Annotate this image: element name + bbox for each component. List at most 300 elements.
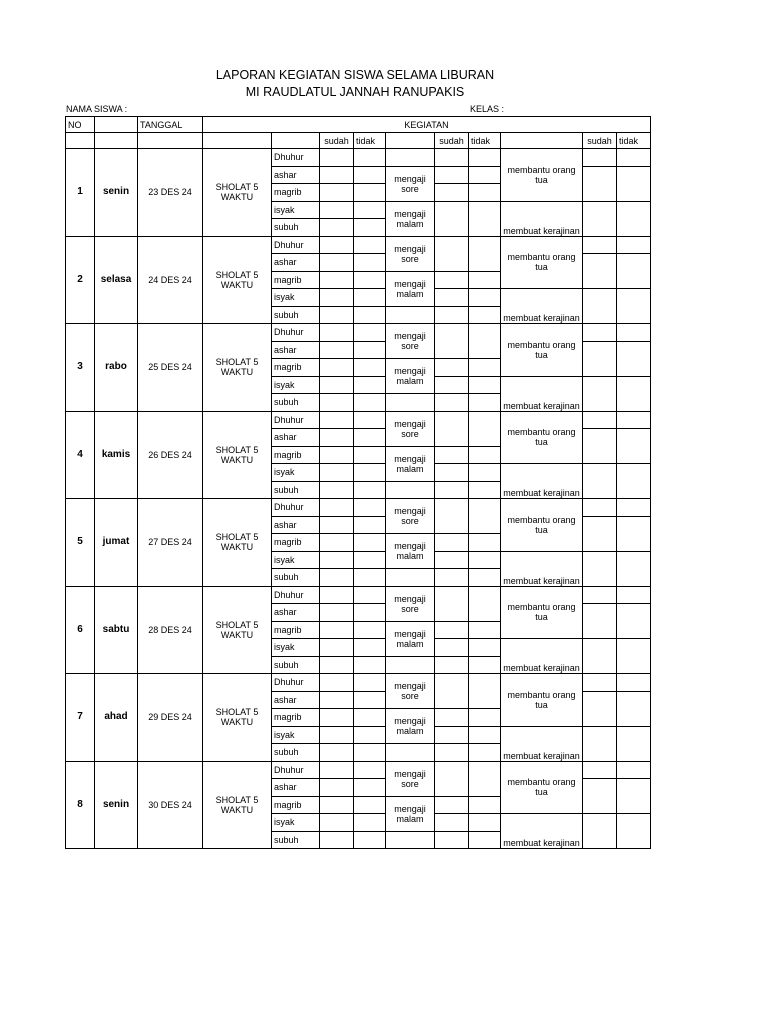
mengaji-malam-tidak-checkbox[interactable] bbox=[469, 621, 501, 639]
mengaji-malam-sudah-checkbox[interactable] bbox=[435, 814, 469, 832]
empty-tidak-checkbox[interactable] bbox=[469, 394, 501, 412]
membantu-tidak-checkbox[interactable] bbox=[617, 709, 651, 727]
sholat-sudah-checkbox[interactable] bbox=[320, 551, 354, 569]
prayer-name: magrib bbox=[272, 709, 320, 727]
header-sudah: sudah bbox=[435, 133, 469, 149]
empty-sudah-checkbox[interactable] bbox=[435, 306, 469, 324]
sholat-tidak-checkbox[interactable] bbox=[354, 149, 386, 167]
sholat-tidak-checkbox[interactable] bbox=[354, 201, 386, 219]
sholat-sudah-checkbox[interactable] bbox=[320, 744, 354, 762]
mengaji-sudah-checkbox[interactable] bbox=[435, 149, 469, 167]
sholat-tidak-checkbox[interactable] bbox=[354, 744, 386, 762]
kerajinan-label: membuat kerajinan bbox=[501, 726, 583, 761]
prayer-name: magrib bbox=[272, 796, 320, 814]
sholat-tidak-checkbox[interactable] bbox=[354, 814, 386, 832]
prayer-name: isyak bbox=[272, 289, 320, 307]
mengaji-malam-sudah-checkbox[interactable] bbox=[435, 534, 469, 552]
membantu-sudah-checkbox[interactable] bbox=[583, 761, 617, 779]
mengaji-malam-tidak-checkbox[interactable] bbox=[469, 289, 501, 307]
prayer-name: magrib bbox=[272, 184, 320, 202]
membantu-sudah-checkbox[interactable] bbox=[583, 411, 617, 429]
prayer-name: ashar bbox=[272, 166, 320, 184]
mengaji-malam-tidak-checkbox[interactable] bbox=[469, 464, 501, 482]
sholat-sudah-checkbox[interactable] bbox=[320, 569, 354, 587]
day-name: selasa bbox=[95, 236, 138, 324]
row-number: 4 bbox=[66, 411, 95, 499]
mengaji-sore-sudah-checkbox[interactable] bbox=[435, 254, 469, 272]
membantu-tidak-checkbox[interactable] bbox=[617, 499, 651, 517]
kerajinan-label: membuat kerajinan bbox=[501, 376, 583, 411]
kerajinan-tidak-checkbox[interactable] bbox=[617, 569, 651, 587]
mengaji-malam-label: mengaji malam bbox=[386, 621, 435, 656]
day-name: sabtu bbox=[95, 586, 138, 674]
sholat-sudah-checkbox[interactable] bbox=[320, 429, 354, 447]
mengaji-sore-sudah-checkbox[interactable] bbox=[435, 324, 469, 342]
prayer-name: Dhuhur bbox=[272, 674, 320, 692]
table-row bbox=[66, 586, 651, 604]
empty-sudah-checkbox[interactable] bbox=[435, 656, 469, 674]
sholat-sudah-checkbox[interactable] bbox=[320, 254, 354, 272]
kerajinan-tidak-checkbox[interactable] bbox=[617, 726, 651, 744]
kerajinan-tidak-checkbox[interactable] bbox=[617, 219, 651, 237]
kerajinan-sudah-checkbox[interactable] bbox=[583, 376, 617, 394]
prayer-name: Dhuhur bbox=[272, 499, 320, 517]
membantu-sudah-checkbox[interactable] bbox=[583, 446, 617, 464]
empty-tidak-checkbox[interactable] bbox=[469, 831, 501, 849]
sholat-label: SHOLAT 5 WAKTU bbox=[203, 761, 272, 849]
kerajinan-sudah-checkbox[interactable] bbox=[583, 744, 617, 762]
mengaji-sore-sudah-checkbox[interactable] bbox=[435, 516, 469, 534]
sholat-sudah-checkbox[interactable] bbox=[320, 639, 354, 657]
empty-sudah-checkbox[interactable] bbox=[435, 481, 469, 499]
sholat-label: SHOLAT 5 WAKTU bbox=[203, 236, 272, 324]
mengaji-sore-tidak-checkbox[interactable] bbox=[469, 324, 501, 342]
kerajinan-tidak-checkbox[interactable] bbox=[617, 289, 651, 307]
sholat-tidak-checkbox[interactable] bbox=[354, 289, 386, 307]
sholat-tidak-checkbox[interactable] bbox=[354, 674, 386, 692]
mengaji-sore-sudah-checkbox[interactable] bbox=[435, 586, 469, 604]
membantu-sudah-checkbox[interactable] bbox=[583, 184, 617, 202]
mengaji-malam-sudah-checkbox[interactable] bbox=[435, 464, 469, 482]
mengaji-malam-sudah-checkbox[interactable] bbox=[435, 639, 469, 657]
kerajinan-label: membuat kerajinan bbox=[501, 201, 583, 236]
mengaji-sore-tidak-checkbox[interactable] bbox=[469, 166, 501, 184]
mengaji-sore-sudah-checkbox[interactable] bbox=[435, 691, 469, 709]
sholat-sudah-checkbox[interactable] bbox=[320, 499, 354, 517]
kerajinan-tidak-checkbox[interactable] bbox=[617, 394, 651, 412]
kerajinan-tidak-checkbox[interactable] bbox=[617, 201, 651, 219]
membantu-tidak-checkbox[interactable] bbox=[617, 429, 651, 447]
sholat-tidak-checkbox[interactable] bbox=[354, 324, 386, 342]
sholat-sudah-checkbox[interactable] bbox=[320, 236, 354, 254]
kerajinan-sudah-checkbox[interactable] bbox=[583, 569, 617, 587]
membantu-sudah-checkbox[interactable] bbox=[583, 709, 617, 727]
mengaji-sore-sudah-checkbox[interactable] bbox=[435, 429, 469, 447]
sholat-sudah-checkbox[interactable] bbox=[320, 761, 354, 779]
kerajinan-sudah-checkbox[interactable] bbox=[583, 306, 617, 324]
mengaji-sore-label: mengaji sore bbox=[386, 586, 435, 621]
sholat-tidak-checkbox[interactable] bbox=[354, 219, 386, 237]
mengaji-sore-sudah-checkbox[interactable] bbox=[435, 341, 469, 359]
sholat-sudah-checkbox[interactable] bbox=[320, 691, 354, 709]
membantu-sudah-checkbox[interactable] bbox=[583, 341, 617, 359]
membantu-sudah-checkbox[interactable] bbox=[583, 516, 617, 534]
mengaji-sore-tidak-checkbox[interactable] bbox=[469, 184, 501, 202]
membantu-tidak-checkbox[interactable] bbox=[617, 411, 651, 429]
membantu-sudah-checkbox[interactable] bbox=[583, 674, 617, 692]
mengaji-malam-sudah-checkbox[interactable] bbox=[435, 621, 469, 639]
mengaji-malam-tidak-checkbox[interactable] bbox=[469, 271, 501, 289]
sholat-sudah-checkbox[interactable] bbox=[320, 779, 354, 797]
mengaji-malam-sudah-checkbox[interactable] bbox=[435, 726, 469, 744]
membantu-sudah-checkbox[interactable] bbox=[583, 621, 617, 639]
prayer-name: isyak bbox=[272, 464, 320, 482]
prayer-name: ashar bbox=[272, 341, 320, 359]
sholat-tidak-checkbox[interactable] bbox=[354, 726, 386, 744]
sholat-sudah-checkbox[interactable] bbox=[320, 394, 354, 412]
sholat-tidak-checkbox[interactable] bbox=[354, 376, 386, 394]
mengaji-sore-sudah-checkbox[interactable] bbox=[435, 184, 469, 202]
mengaji-sore-sudah-checkbox[interactable] bbox=[435, 236, 469, 254]
sholat-tidak-checkbox[interactable] bbox=[354, 761, 386, 779]
empty-sudah-checkbox[interactable] bbox=[435, 569, 469, 587]
kerajinan-sudah-checkbox[interactable] bbox=[583, 394, 617, 412]
mengaji-malam-sudah-checkbox[interactable] bbox=[435, 551, 469, 569]
empty-sudah-checkbox[interactable] bbox=[435, 394, 469, 412]
sholat-sudah-checkbox[interactable] bbox=[320, 289, 354, 307]
mengaji-malam-tidak-checkbox[interactable] bbox=[469, 534, 501, 552]
mengaji-malam-label: mengaji malam bbox=[386, 446, 435, 481]
kerajinan-sudah-checkbox[interactable] bbox=[583, 726, 617, 744]
empty-sudah-checkbox[interactable] bbox=[435, 831, 469, 849]
mengaji-malam-sudah-checkbox[interactable] bbox=[435, 219, 469, 237]
membantu-tidak-checkbox[interactable] bbox=[617, 674, 651, 692]
membantu-tidak-checkbox[interactable] bbox=[617, 779, 651, 797]
sholat-sudah-checkbox[interactable] bbox=[320, 604, 354, 622]
mengaji-sore-tidak-checkbox[interactable] bbox=[469, 341, 501, 359]
day-name: senin bbox=[95, 149, 138, 237]
mengaji-sore-label: mengaji sore bbox=[386, 166, 435, 201]
mengaji-sore-sudah-checkbox[interactable] bbox=[435, 411, 469, 429]
sholat-sudah-checkbox[interactable] bbox=[320, 271, 354, 289]
kerajinan-sudah-checkbox[interactable] bbox=[583, 201, 617, 219]
date: 28 DES 24 bbox=[138, 586, 203, 674]
table-row bbox=[66, 149, 651, 167]
mengaji-malam-sudah-checkbox[interactable] bbox=[435, 376, 469, 394]
prayer-name: Dhuhur bbox=[272, 236, 320, 254]
sholat-tidak-checkbox[interactable] bbox=[354, 586, 386, 604]
membantu-tidak-checkbox[interactable] bbox=[617, 691, 651, 709]
header-tidak: tidak bbox=[469, 133, 501, 149]
sholat-tidak-checkbox[interactable] bbox=[354, 446, 386, 464]
membantu-sudah-checkbox[interactable] bbox=[583, 429, 617, 447]
sholat-tidak-checkbox[interactable] bbox=[354, 796, 386, 814]
mengaji-malam-tidak-checkbox[interactable] bbox=[469, 359, 501, 377]
mengaji-malam-tidak-checkbox[interactable] bbox=[469, 814, 501, 832]
sholat-sudah-checkbox[interactable] bbox=[320, 656, 354, 674]
sholat-tidak-checkbox[interactable] bbox=[354, 516, 386, 534]
sholat-tidak-checkbox[interactable] bbox=[354, 569, 386, 587]
row-number: 5 bbox=[66, 499, 95, 587]
sholat-tidak-checkbox[interactable] bbox=[354, 254, 386, 272]
date: 24 DES 24 bbox=[138, 236, 203, 324]
sholat-sudah-checkbox[interactable] bbox=[320, 481, 354, 499]
membantu-tidak-checkbox[interactable] bbox=[617, 149, 651, 167]
sholat-sudah-checkbox[interactable] bbox=[320, 674, 354, 692]
sholat-tidak-checkbox[interactable] bbox=[354, 691, 386, 709]
mengaji-malam-tidak-checkbox[interactable] bbox=[469, 726, 501, 744]
mengaji-malam-tidak-checkbox[interactable] bbox=[469, 219, 501, 237]
membantu-tidak-checkbox[interactable] bbox=[617, 621, 651, 639]
mengaji-sore-sudah-checkbox[interactable] bbox=[435, 761, 469, 779]
sholat-sudah-checkbox[interactable] bbox=[320, 534, 354, 552]
membantu-sudah-checkbox[interactable] bbox=[583, 271, 617, 289]
kerajinan-label: membuat kerajinan bbox=[501, 551, 583, 586]
sholat-sudah-checkbox[interactable] bbox=[320, 446, 354, 464]
table-row bbox=[66, 411, 651, 429]
sholat-tidak-checkbox[interactable] bbox=[354, 621, 386, 639]
sholat-sudah-checkbox[interactable] bbox=[320, 201, 354, 219]
mengaji-sore-tidak-checkbox[interactable] bbox=[469, 586, 501, 604]
sholat-tidak-checkbox[interactable] bbox=[354, 779, 386, 797]
membantu-tidak-checkbox[interactable] bbox=[617, 604, 651, 622]
mengaji-sore-tidak-checkbox[interactable] bbox=[469, 674, 501, 692]
sholat-sudah-checkbox[interactable] bbox=[320, 306, 354, 324]
mengaji-sore-sudah-checkbox[interactable] bbox=[435, 604, 469, 622]
day-name: rabo bbox=[95, 324, 138, 412]
sholat-tidak-checkbox[interactable] bbox=[354, 709, 386, 727]
row-number: 7 bbox=[66, 674, 95, 762]
sholat-tidak-checkbox[interactable] bbox=[354, 341, 386, 359]
date: 27 DES 24 bbox=[138, 499, 203, 587]
kerajinan-tidak-checkbox[interactable] bbox=[617, 464, 651, 482]
sholat-sudah-checkbox[interactable] bbox=[320, 586, 354, 604]
membantu-tidak-checkbox[interactable] bbox=[617, 341, 651, 359]
membantu-sudah-checkbox[interactable] bbox=[583, 779, 617, 797]
sholat-tidak-checkbox[interactable] bbox=[354, 411, 386, 429]
sholat-sudah-checkbox[interactable] bbox=[320, 184, 354, 202]
mengaji-malam-sudah-checkbox[interactable] bbox=[435, 359, 469, 377]
membantu-tidak-checkbox[interactable] bbox=[617, 324, 651, 342]
kerajinan-sudah-checkbox[interactable] bbox=[583, 551, 617, 569]
mengaji-malam-tidak-checkbox[interactable] bbox=[469, 446, 501, 464]
mengaji-sore-tidak-checkbox[interactable] bbox=[469, 236, 501, 254]
membantu-tidak-checkbox[interactable] bbox=[617, 184, 651, 202]
kerajinan-label: membuat kerajinan bbox=[501, 289, 583, 324]
mengaji-sore-sudah-checkbox[interactable] bbox=[435, 674, 469, 692]
membantu-sudah-checkbox[interactable] bbox=[583, 236, 617, 254]
kerajinan-tidak-checkbox[interactable] bbox=[617, 306, 651, 324]
prayer-name: isyak bbox=[272, 201, 320, 219]
membantu-tidak-checkbox[interactable] bbox=[617, 254, 651, 272]
empty-tidak-checkbox[interactable] bbox=[469, 656, 501, 674]
membantu-tidak-checkbox[interactable] bbox=[617, 796, 651, 814]
sholat-tidak-checkbox[interactable] bbox=[354, 481, 386, 499]
prayer-name: Dhuhur bbox=[272, 761, 320, 779]
sholat-tidak-checkbox[interactable] bbox=[354, 534, 386, 552]
mengaji-malam-tidak-checkbox[interactable] bbox=[469, 201, 501, 219]
sholat-tidak-checkbox[interactable] bbox=[354, 551, 386, 569]
mengaji-malam-sudah-checkbox[interactable] bbox=[435, 446, 469, 464]
mengaji-malam-sudah-checkbox[interactable] bbox=[435, 796, 469, 814]
sholat-sudah-checkbox[interactable] bbox=[320, 621, 354, 639]
sholat-sudah-checkbox[interactable] bbox=[320, 149, 354, 167]
mengaji-sore-tidak-checkbox[interactable] bbox=[469, 411, 501, 429]
sholat-sudah-checkbox[interactable] bbox=[320, 341, 354, 359]
membantu-sudah-checkbox[interactable] bbox=[583, 796, 617, 814]
empty-sudah-checkbox[interactable] bbox=[435, 744, 469, 762]
sholat-label: SHOLAT 5 WAKTU bbox=[203, 586, 272, 674]
sholat-sudah-checkbox[interactable] bbox=[320, 796, 354, 814]
kerajinan-sudah-checkbox[interactable] bbox=[583, 289, 617, 307]
membantu-sudah-checkbox[interactable] bbox=[583, 534, 617, 552]
kerajinan-sudah-checkbox[interactable] bbox=[583, 464, 617, 482]
prayer-name: subuh bbox=[272, 569, 320, 587]
mengaji-tidak-checkbox[interactable] bbox=[469, 149, 501, 167]
mengaji-sore-sudah-checkbox[interactable] bbox=[435, 166, 469, 184]
prayer-name: ashar bbox=[272, 429, 320, 447]
sholat-sudah-checkbox[interactable] bbox=[320, 219, 354, 237]
sholat-tidak-checkbox[interactable] bbox=[354, 656, 386, 674]
membantu-tidak-checkbox[interactable] bbox=[617, 516, 651, 534]
sholat-sudah-checkbox[interactable] bbox=[320, 726, 354, 744]
mengaji-malam-tidak-checkbox[interactable] bbox=[469, 639, 501, 657]
membantu-label: membantu orang tua bbox=[501, 149, 583, 202]
sholat-tidak-checkbox[interactable] bbox=[354, 271, 386, 289]
sholat-sudah-checkbox[interactable] bbox=[320, 376, 354, 394]
kerajinan-tidak-checkbox[interactable] bbox=[617, 831, 651, 849]
membantu-tidak-checkbox[interactable] bbox=[617, 761, 651, 779]
mengaji-malam-sudah-checkbox[interactable] bbox=[435, 271, 469, 289]
mengaji-sore-tidak-checkbox[interactable] bbox=[469, 499, 501, 517]
prayer-name: magrib bbox=[272, 359, 320, 377]
mengaji-malam-sudah-checkbox[interactable] bbox=[435, 201, 469, 219]
mengaji-malam-tidak-checkbox[interactable] bbox=[469, 551, 501, 569]
sholat-label: SHOLAT 5 WAKTU bbox=[203, 674, 272, 762]
kerajinan-sudah-checkbox[interactable] bbox=[583, 831, 617, 849]
membantu-sudah-checkbox[interactable] bbox=[583, 604, 617, 622]
date: 23 DES 24 bbox=[138, 149, 203, 237]
sholat-sudah-checkbox[interactable] bbox=[320, 464, 354, 482]
kerajinan-sudah-checkbox[interactable] bbox=[583, 814, 617, 832]
kerajinan-tidak-checkbox[interactable] bbox=[617, 551, 651, 569]
membantu-sudah-checkbox[interactable] bbox=[583, 499, 617, 517]
mengaji-malam-sudah-checkbox[interactable] bbox=[435, 709, 469, 727]
empty-tidak-checkbox[interactable] bbox=[469, 481, 501, 499]
empty-tidak-checkbox[interactable] bbox=[469, 306, 501, 324]
sholat-tidak-checkbox[interactable] bbox=[354, 359, 386, 377]
membantu-sudah-checkbox[interactable] bbox=[583, 586, 617, 604]
membantu-tidak-checkbox[interactable] bbox=[617, 446, 651, 464]
sholat-sudah-checkbox[interactable] bbox=[320, 516, 354, 534]
sholat-tidak-checkbox[interactable] bbox=[354, 604, 386, 622]
sholat-sudah-checkbox[interactable] bbox=[320, 814, 354, 832]
kerajinan-sudah-checkbox[interactable] bbox=[583, 656, 617, 674]
sholat-sudah-checkbox[interactable] bbox=[320, 411, 354, 429]
prayer-name: ashar bbox=[272, 779, 320, 797]
mengaji-sore-tidak-checkbox[interactable] bbox=[469, 761, 501, 779]
kerajinan-sudah-checkbox[interactable] bbox=[583, 219, 617, 237]
kerajinan-tidak-checkbox[interactable] bbox=[617, 814, 651, 832]
sholat-tidak-checkbox[interactable] bbox=[354, 499, 386, 517]
empty-tidak-checkbox[interactable] bbox=[469, 569, 501, 587]
mengaji-sore-tidak-checkbox[interactable] bbox=[469, 254, 501, 272]
membantu-tidak-checkbox[interactable] bbox=[617, 236, 651, 254]
membantu-sudah-checkbox[interactable] bbox=[583, 149, 617, 167]
sholat-tidak-checkbox[interactable] bbox=[354, 639, 386, 657]
sholat-sudah-checkbox[interactable] bbox=[320, 359, 354, 377]
sholat-tidak-checkbox[interactable] bbox=[354, 236, 386, 254]
prayer-name: isyak bbox=[272, 639, 320, 657]
date: 25 DES 24 bbox=[138, 324, 203, 412]
mengaji-sore-label: mengaji sore bbox=[386, 499, 435, 534]
mengaji-malam-sudah-checkbox[interactable] bbox=[435, 289, 469, 307]
sholat-tidak-checkbox[interactable] bbox=[354, 306, 386, 324]
membantu-tidak-checkbox[interactable] bbox=[617, 271, 651, 289]
sholat-tidak-checkbox[interactable] bbox=[354, 394, 386, 412]
membantu-tidak-checkbox[interactable] bbox=[617, 586, 651, 604]
mengaji-sore-tidak-checkbox[interactable] bbox=[469, 429, 501, 447]
mengaji-malam-tidak-checkbox[interactable] bbox=[469, 709, 501, 727]
date: 30 DES 24 bbox=[138, 761, 203, 849]
table-row bbox=[66, 324, 651, 342]
sholat-tidak-checkbox[interactable] bbox=[354, 166, 386, 184]
day-name: ahad bbox=[95, 674, 138, 762]
membantu-tidak-checkbox[interactable] bbox=[617, 166, 651, 184]
sholat-sudah-checkbox[interactable] bbox=[320, 831, 354, 849]
kerajinan-sudah-checkbox[interactable] bbox=[583, 639, 617, 657]
mengaji-sore-sudah-checkbox[interactable] bbox=[435, 779, 469, 797]
sholat-sudah-checkbox[interactable] bbox=[320, 166, 354, 184]
mengaji-sore-sudah-checkbox[interactable] bbox=[435, 499, 469, 517]
nama-siswa-label: NAMA SISWA : bbox=[66, 104, 128, 114]
membantu-tidak-checkbox[interactable] bbox=[617, 359, 651, 377]
kerajinan-tidak-checkbox[interactable] bbox=[617, 481, 651, 499]
membantu-sudah-checkbox[interactable] bbox=[583, 166, 617, 184]
kelas-label: KELAS : bbox=[470, 104, 505, 114]
kerajinan-tidak-checkbox[interactable] bbox=[617, 376, 651, 394]
sholat-tidak-checkbox[interactable] bbox=[354, 831, 386, 849]
sholat-sudah-checkbox[interactable] bbox=[320, 709, 354, 727]
sholat-tidak-checkbox[interactable] bbox=[354, 429, 386, 447]
membantu-sudah-checkbox[interactable] bbox=[583, 254, 617, 272]
empty-tidak-checkbox[interactable] bbox=[469, 744, 501, 762]
mengaji-sore-tidak-checkbox[interactable] bbox=[469, 691, 501, 709]
kerajinan-sudah-checkbox[interactable] bbox=[583, 481, 617, 499]
membantu-sudah-checkbox[interactable] bbox=[583, 324, 617, 342]
mengaji-malam-label: mengaji malam bbox=[386, 534, 435, 569]
mengaji-malam-tidak-checkbox[interactable] bbox=[469, 796, 501, 814]
kerajinan-tidak-checkbox[interactable] bbox=[617, 639, 651, 657]
kerajinan-tidak-checkbox[interactable] bbox=[617, 656, 651, 674]
sholat-tidak-checkbox[interactable] bbox=[354, 464, 386, 482]
membantu-sudah-checkbox[interactable] bbox=[583, 691, 617, 709]
membantu-tidak-checkbox[interactable] bbox=[617, 534, 651, 552]
header-row-2 bbox=[66, 133, 651, 149]
membantu-sudah-checkbox[interactable] bbox=[583, 359, 617, 377]
mengaji-malam-tidak-checkbox[interactable] bbox=[469, 376, 501, 394]
mengaji-sore-tidak-checkbox[interactable] bbox=[469, 516, 501, 534]
mengaji-sore-tidak-checkbox[interactable] bbox=[469, 604, 501, 622]
activity-table bbox=[65, 116, 651, 849]
membantu-label: membantu orang tua bbox=[501, 236, 583, 289]
header-sudah: sudah bbox=[583, 133, 617, 149]
date: 26 DES 24 bbox=[138, 411, 203, 499]
mengaji-sore-tidak-checkbox[interactable] bbox=[469, 779, 501, 797]
sholat-tidak-checkbox[interactable] bbox=[354, 184, 386, 202]
kerajinan-tidak-checkbox[interactable] bbox=[617, 744, 651, 762]
sholat-sudah-checkbox[interactable] bbox=[320, 324, 354, 342]
